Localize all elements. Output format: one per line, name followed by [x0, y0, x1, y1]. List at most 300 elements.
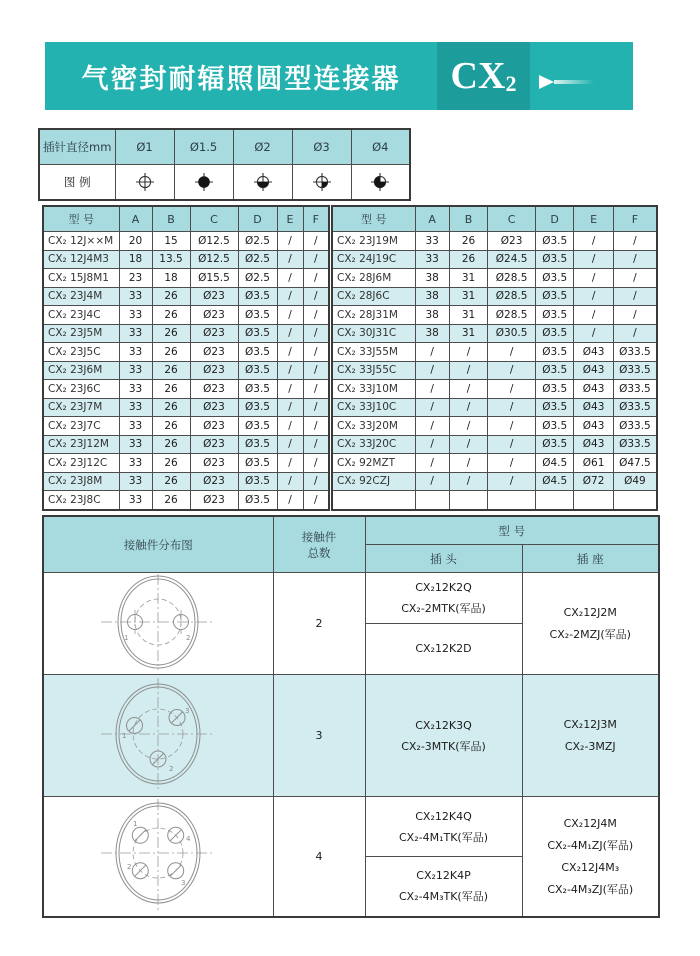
plug-variant-top: CX₂12K4Q CX₂-4M₁TK(军品) [366, 798, 522, 857]
spec-cell-f: / [613, 306, 657, 325]
col-header-c: C [488, 206, 536, 232]
spec-cell-c: Ø23 [190, 361, 238, 380]
spec-cell-d: Ø3.5 [238, 417, 277, 436]
model-cell: CX₂ 23J7C [43, 417, 119, 436]
spec-cell-b: / [449, 380, 487, 399]
spec-cell-e: / [574, 287, 613, 306]
spec-cell-d: Ø4.5 [535, 472, 573, 491]
spec-cell-b: / [449, 454, 487, 473]
spec-row [43, 287, 329, 306]
contact-count: 4 [273, 797, 365, 918]
spec-cell-e: Ø43 [574, 361, 613, 380]
model-cell: CX₂ 30J31C [332, 324, 415, 343]
spec-cell-d: Ø3.5 [535, 232, 573, 251]
spec-cell-b [449, 491, 487, 510]
spec-cell-a: 20 [119, 232, 152, 251]
spec-cell-d: Ø3.5 [535, 343, 573, 362]
spec-row [332, 306, 657, 325]
spec-cell-c [488, 491, 536, 510]
spec-cell-e: / [277, 324, 303, 343]
spec-cell-b: 26 [152, 287, 190, 306]
model-cell: CX₂ 92MZT [332, 454, 415, 473]
model-cell: CX₂ 92CZJ [332, 472, 415, 491]
spec-row [332, 454, 657, 473]
spec-cell-f: / [303, 472, 329, 491]
svg-text:2: 2 [186, 634, 191, 642]
spec-cell-e: / [277, 454, 303, 473]
pin-diameter-table [38, 128, 411, 201]
spec-cell-f: Ø33.5 [613, 417, 657, 436]
plug-models-cell [365, 573, 522, 675]
spec-row [43, 435, 329, 454]
contacts-header-model: 型 号 [365, 516, 659, 545]
spec-cell-c: Ø28.5 [488, 269, 536, 288]
spec-cell-b: 26 [152, 454, 190, 473]
spec-cell-a: 33 [119, 417, 152, 436]
spec-cell-d: Ø2.5 [238, 250, 277, 269]
model-cell: CX₂ 23J5M [43, 324, 119, 343]
svg-text:1: 1 [133, 820, 138, 828]
spec-table-right [331, 205, 658, 511]
spec-row [43, 306, 329, 325]
spec-cell-d: Ø4.5 [535, 454, 573, 473]
spec-cell-c: Ø12.5 [190, 232, 238, 251]
spec-row [332, 361, 657, 380]
spec-cell-a: / [415, 361, 449, 380]
spec-row [43, 491, 329, 510]
col-header-f: F [303, 206, 329, 232]
model-cell: CX₂ 23J4C [43, 306, 119, 325]
spec-cell-c: Ø24.5 [488, 250, 536, 269]
spec-cell-c: / [488, 361, 536, 380]
contacts-row-3pin [43, 675, 659, 797]
spec-cell-f: Ø33.5 [613, 361, 657, 380]
spec-cell-c: / [488, 454, 536, 473]
spec-cell-b: 26 [152, 343, 190, 362]
spec-row [43, 398, 329, 417]
model-cell: CX₂ 23J12M [43, 435, 119, 454]
spec-cell-d: Ø3.5 [238, 306, 277, 325]
model-cell: CX₂ 23J6C [43, 380, 119, 399]
spec-cell-c: / [488, 380, 536, 399]
spec-cell-b: 18 [152, 269, 190, 288]
spec-cell-d: Ø3.5 [238, 435, 277, 454]
spec-row [43, 361, 329, 380]
model-cell: CX₂ 28J6M [332, 269, 415, 288]
spec-cell-a: 38 [415, 287, 449, 306]
spec-cell-b: 31 [449, 287, 487, 306]
spec-row [43, 232, 329, 251]
spec-cell-b: / [449, 361, 487, 380]
spec-cell-e: / [277, 417, 303, 436]
spec-row [43, 269, 329, 288]
spec-cell-c: Ø23 [190, 343, 238, 362]
spec-cell-f: / [303, 398, 329, 417]
spec-cell-f: Ø33.5 [613, 380, 657, 399]
model-cell: CX₂ 15J8M1 [43, 269, 119, 288]
spec-cell-c: Ø23 [190, 472, 238, 491]
spec-cell-a: / [415, 454, 449, 473]
spec-row [43, 324, 329, 343]
col-header-c: C [190, 206, 238, 232]
spec-cell-c: Ø23 [190, 398, 238, 417]
col-header-b: B [449, 206, 487, 232]
page-title: 气密封耐辐照圆型连接器 [81, 63, 401, 95]
spec-cell-f: / [303, 324, 329, 343]
spec-cell-f: / [303, 380, 329, 399]
pin-diameter-label: 插针直径mm [39, 129, 115, 165]
spec-cell-a: / [415, 380, 449, 399]
spec-cell-e: / [277, 306, 303, 325]
pin-symbol-half-filled-icon [233, 165, 292, 201]
svg-text:1: 1 [122, 732, 127, 740]
spec-cell-d: Ø3.5 [535, 380, 573, 399]
spec-cell-c: / [488, 417, 536, 436]
contacts-header-plug: 插 头 [365, 545, 522, 573]
spec-cell-b: 26 [152, 472, 190, 491]
col-header-f: F [613, 206, 657, 232]
spec-cell-f: / [613, 287, 657, 306]
spec-cell-e: / [277, 380, 303, 399]
contact-count: 3 [273, 675, 365, 797]
svg-text:4: 4 [186, 835, 191, 843]
spec-cell-e: Ø43 [574, 417, 613, 436]
model-cell: CX₂ 33J10C [332, 398, 415, 417]
col-header-e: E [574, 206, 613, 232]
spec-cell-f: / [303, 435, 329, 454]
pin-size-d1-5: Ø1.5 [174, 129, 233, 165]
spec-cell-c: / [488, 343, 536, 362]
pin-symbol-three-quarter-filled-icon [351, 165, 410, 201]
socket-models-cell: CX₂12J4M CX₂-4M₁ZJ(军品) CX₂12J4M₃ CX₂-4M₃ZJ(军品) [522, 797, 659, 918]
spec-cell-c: Ø23 [190, 287, 238, 306]
col-header-d: D [535, 206, 573, 232]
spec-cell-d: Ø3.5 [238, 398, 277, 417]
svg-text:2: 2 [127, 863, 132, 871]
spec-cell-f: Ø33.5 [613, 343, 657, 362]
col-header-e: E [277, 206, 303, 232]
spec-cell-c: Ø23 [190, 435, 238, 454]
spec-cell-e: Ø43 [574, 380, 613, 399]
spec-cell-d: Ø3.5 [535, 435, 573, 454]
spec-cell-b: / [449, 343, 487, 362]
pin-size-d1: Ø1 [115, 129, 174, 165]
spec-row [43, 343, 329, 362]
page-header-banner [45, 42, 633, 110]
spec-cell-a: 33 [119, 491, 152, 510]
spec-cell-a: 33 [415, 250, 449, 269]
spec-cell-d [535, 491, 573, 510]
spec-row [332, 491, 657, 510]
col-header-a: A [415, 206, 449, 232]
spec-cell-d: Ø3.5 [238, 491, 277, 510]
spec-cell-a: 33 [119, 306, 152, 325]
spec-cell-e: / [574, 250, 613, 269]
model-cell: CX₂ 23J5C [43, 343, 119, 362]
spec-cell-d: Ø3.5 [238, 454, 277, 473]
spec-cell-a: 33 [119, 287, 152, 306]
pin-symbol-crosshair-icon [115, 165, 174, 201]
spec-cell-c: Ø23 [190, 380, 238, 399]
model-cell: CX₂ 23J6M [43, 361, 119, 380]
arrow-tail-decoration [554, 80, 594, 84]
spec-cell-f: / [613, 250, 657, 269]
socket-models-cell: CX₂12J3M CX₂-3MZJ [522, 675, 659, 797]
model-cell: CX₂ 28J31M [332, 306, 415, 325]
spec-cell-e: / [277, 232, 303, 251]
model-cell: CX₂ 23J8C [43, 491, 119, 510]
plug-models-cell: CX₂12K3Q CX₂-3MTK(军品) [365, 675, 522, 797]
contacts-row-4pin [43, 797, 659, 918]
col-header-a: A [119, 206, 152, 232]
spec-cell-c: Ø23 [190, 324, 238, 343]
model-cell: CX₂ 12J××M [43, 232, 119, 251]
spec-cell-d: Ø2.5 [238, 269, 277, 288]
spec-cell-b: 26 [152, 324, 190, 343]
spec-cell-f: / [303, 250, 329, 269]
pin-symbol-quarter-filled-icon [292, 165, 351, 201]
spec-cell-d: Ø3.5 [535, 417, 573, 436]
spec-cell-a: 38 [415, 306, 449, 325]
spec-cell-f: / [613, 269, 657, 288]
spec-cell-f: / [303, 306, 329, 325]
contacts-header-count: 接触件 总数 [273, 516, 365, 573]
spec-cell-a: 23 [119, 269, 152, 288]
spec-cell-f: / [303, 287, 329, 306]
spec-cell-f: / [303, 343, 329, 362]
spec-cell-f: / [303, 269, 329, 288]
svg-text:3: 3 [185, 707, 190, 715]
spec-cell-f: / [303, 491, 329, 510]
spec-cell-d: Ø3.5 [535, 287, 573, 306]
spec-cell-a: 33 [119, 380, 152, 399]
spec-cell-b: 31 [449, 324, 487, 343]
spec-cell-a: 33 [119, 398, 152, 417]
spec-cell-d: Ø3.5 [238, 324, 277, 343]
spec-cell-f: Ø47.5 [613, 454, 657, 473]
model-cell: CX₂ 33J55C [332, 361, 415, 380]
spec-cell-f: / [303, 232, 329, 251]
pin-size-d2: Ø2 [233, 129, 292, 165]
spec-cell-c: Ø15.5 [190, 269, 238, 288]
spec-cell-e: / [574, 324, 613, 343]
spec-cell-e: / [277, 343, 303, 362]
model-cell: CX₂ 28J6C [332, 287, 415, 306]
spec-cell-b: 26 [152, 491, 190, 510]
spec-cell-b: 31 [449, 269, 487, 288]
model-cell: CX₂ 23J12C [43, 454, 119, 473]
spec-cell-b: / [449, 398, 487, 417]
spec-cell-e: / [574, 232, 613, 251]
spec-cell-d: Ø3.5 [535, 398, 573, 417]
pin-size-d3: Ø3 [292, 129, 351, 165]
model-cell: CX₂ 23J4M [43, 287, 119, 306]
contacts-row-2pin [43, 573, 659, 675]
spec-cell-a [415, 491, 449, 510]
spec-cell-a: 18 [119, 250, 152, 269]
spec-cell-b: 26 [449, 232, 487, 251]
spec-cell-c: Ø23 [190, 306, 238, 325]
plug-models-cell [365, 797, 522, 918]
spec-cell-a: / [415, 472, 449, 491]
spec-cell-b: 26 [152, 435, 190, 454]
spec-cell-d: Ø3.5 [535, 269, 573, 288]
contacts-header-layout: 接触件分布图 [43, 516, 273, 573]
spec-cell-e: Ø43 [574, 398, 613, 417]
spec-cell-b: 13.5 [152, 250, 190, 269]
spec-cell-c: Ø28.5 [488, 287, 536, 306]
spec-cell-e: / [277, 435, 303, 454]
col-header-b: B [152, 206, 190, 232]
spec-cell-c: / [488, 472, 536, 491]
spec-cell-b: / [449, 435, 487, 454]
spec-cell-a: 33 [119, 472, 152, 491]
spec-cell-c: Ø23 [190, 491, 238, 510]
spec-cell-a: 33 [119, 435, 152, 454]
spec-cell-f: Ø49 [613, 472, 657, 491]
spec-cell-e: / [277, 361, 303, 380]
spec-cell-e: Ø43 [574, 343, 613, 362]
spec-row [332, 380, 657, 399]
spec-cell-c: Ø12.5 [190, 250, 238, 269]
spec-row [332, 324, 657, 343]
col-header-model: 型 号 [43, 206, 119, 232]
spec-cell-f: / [613, 324, 657, 343]
plug-variant-bottom: CX₂12K4P CX₂-4M₃TK(军品) [398, 869, 488, 903]
spec-cell-d: Ø3.5 [535, 361, 573, 380]
series-logo [437, 42, 530, 110]
contact-layout-2pin-diagram [43, 573, 273, 675]
spec-cell-f: Ø33.5 [613, 435, 657, 454]
spec-cell-e: / [277, 472, 303, 491]
spec-cell-a: 33 [415, 232, 449, 251]
spec-row [332, 417, 657, 436]
spec-cell-e: / [277, 287, 303, 306]
spec-cell-e: Ø43 [574, 435, 613, 454]
spec-table-left [42, 205, 330, 511]
spec-cell-e: / [277, 250, 303, 269]
spec-cell-e: Ø72 [574, 472, 613, 491]
spec-cell-a: / [415, 343, 449, 362]
spec-row [43, 417, 329, 436]
spec-row [43, 454, 329, 473]
spec-row [43, 250, 329, 269]
spec-cell-d: Ø3.5 [238, 343, 277, 362]
col-header-d: D [238, 206, 277, 232]
spec-cell-b: 26 [449, 250, 487, 269]
model-cell: CX₂ 33J20C [332, 435, 415, 454]
spec-cell-b: 15 [152, 232, 190, 251]
spec-cell-a: 38 [415, 324, 449, 343]
model-cell: CX₂ 23J8M [43, 472, 119, 491]
socket-models-cell: CX₂12J2M CX₂-2MZJ(军品) [522, 573, 659, 675]
contact-count: 2 [273, 573, 365, 675]
spec-cell-c: Ø23 [190, 417, 238, 436]
contact-layout-3pin-diagram [43, 675, 273, 797]
spec-cell-b: 26 [152, 398, 190, 417]
model-cell: CX₂ 12J4M3 [43, 250, 119, 269]
spec-cell-c: Ø23 [488, 232, 536, 251]
model-cell: CX₂ 23J7M [43, 398, 119, 417]
spec-cell-d: Ø3.5 [238, 287, 277, 306]
spec-row [332, 472, 657, 491]
spec-row [332, 287, 657, 306]
spec-cell-a: 33 [119, 343, 152, 362]
model-cell: CX₂ 33J20M [332, 417, 415, 436]
spec-row [43, 380, 329, 399]
spec-cell-c: Ø30.5 [488, 324, 536, 343]
spec-cell-d: Ø3.5 [238, 472, 277, 491]
spec-cell-d: Ø3.5 [535, 324, 573, 343]
svg-text:1: 1 [124, 634, 129, 642]
spec-cell-e: / [277, 269, 303, 288]
spec-cell-d: Ø3.5 [238, 361, 277, 380]
spec-cell-b: 26 [152, 417, 190, 436]
pin-symbol-filled-icon [174, 165, 233, 201]
contacts-table [42, 515, 660, 918]
spec-cell-a: / [415, 417, 449, 436]
contact-layout-4pin-diagram [43, 797, 273, 918]
spec-row [332, 250, 657, 269]
spec-cell-d: Ø3.5 [535, 306, 573, 325]
spec-cell-e [574, 491, 613, 510]
spec-row [332, 232, 657, 251]
spec-cell-a: 33 [119, 324, 152, 343]
spec-cell-f [613, 491, 657, 510]
spec-cell-e: / [574, 269, 613, 288]
spec-cell-b: 31 [449, 306, 487, 325]
model-cell [332, 491, 415, 510]
spec-row [332, 398, 657, 417]
spec-row [332, 269, 657, 288]
spec-cell-b: 26 [152, 361, 190, 380]
spec-cell-d: Ø3.5 [535, 250, 573, 269]
model-cell: CX₂ 23J19M [332, 232, 415, 251]
spec-cell-f: / [613, 232, 657, 251]
spec-cell-f: / [303, 417, 329, 436]
spec-cell-d: Ø2.5 [238, 232, 277, 251]
svg-text:2: 2 [169, 765, 174, 773]
series-logo-text: CX [450, 55, 506, 97]
spec-cell-c: Ø28.5 [488, 306, 536, 325]
spec-cell-e: Ø61 [574, 454, 613, 473]
spec-cell-a: / [415, 435, 449, 454]
spec-cell-c: / [488, 435, 536, 454]
spec-cell-f: / [303, 361, 329, 380]
spec-cell-a: 33 [119, 361, 152, 380]
spec-cell-a: / [415, 398, 449, 417]
arrow-right-icon [539, 75, 554, 89]
spec-cell-e: / [277, 491, 303, 510]
col-header-model: 型 号 [332, 206, 415, 232]
spec-cell-b: / [449, 472, 487, 491]
model-cell: CX₂ 33J55M [332, 343, 415, 362]
model-cell: CX₂ 24J19C [332, 250, 415, 269]
spec-cell-e: / [277, 398, 303, 417]
legend-label: 图 例 [39, 165, 115, 201]
pin-size-d4: Ø4 [351, 129, 410, 165]
plug-variant-bottom: CX₂12K2D [415, 642, 472, 656]
spec-cell-b: / [449, 417, 487, 436]
spec-cell-f: / [303, 454, 329, 473]
spec-cell-e: / [574, 306, 613, 325]
series-logo-subscript: 2 [505, 71, 517, 96]
spec-cell-a: 38 [415, 269, 449, 288]
spec-row [43, 472, 329, 491]
svg-text:3: 3 [181, 879, 186, 887]
spec-cell-b: 26 [152, 306, 190, 325]
model-cell: CX₂ 33J10M [332, 380, 415, 399]
